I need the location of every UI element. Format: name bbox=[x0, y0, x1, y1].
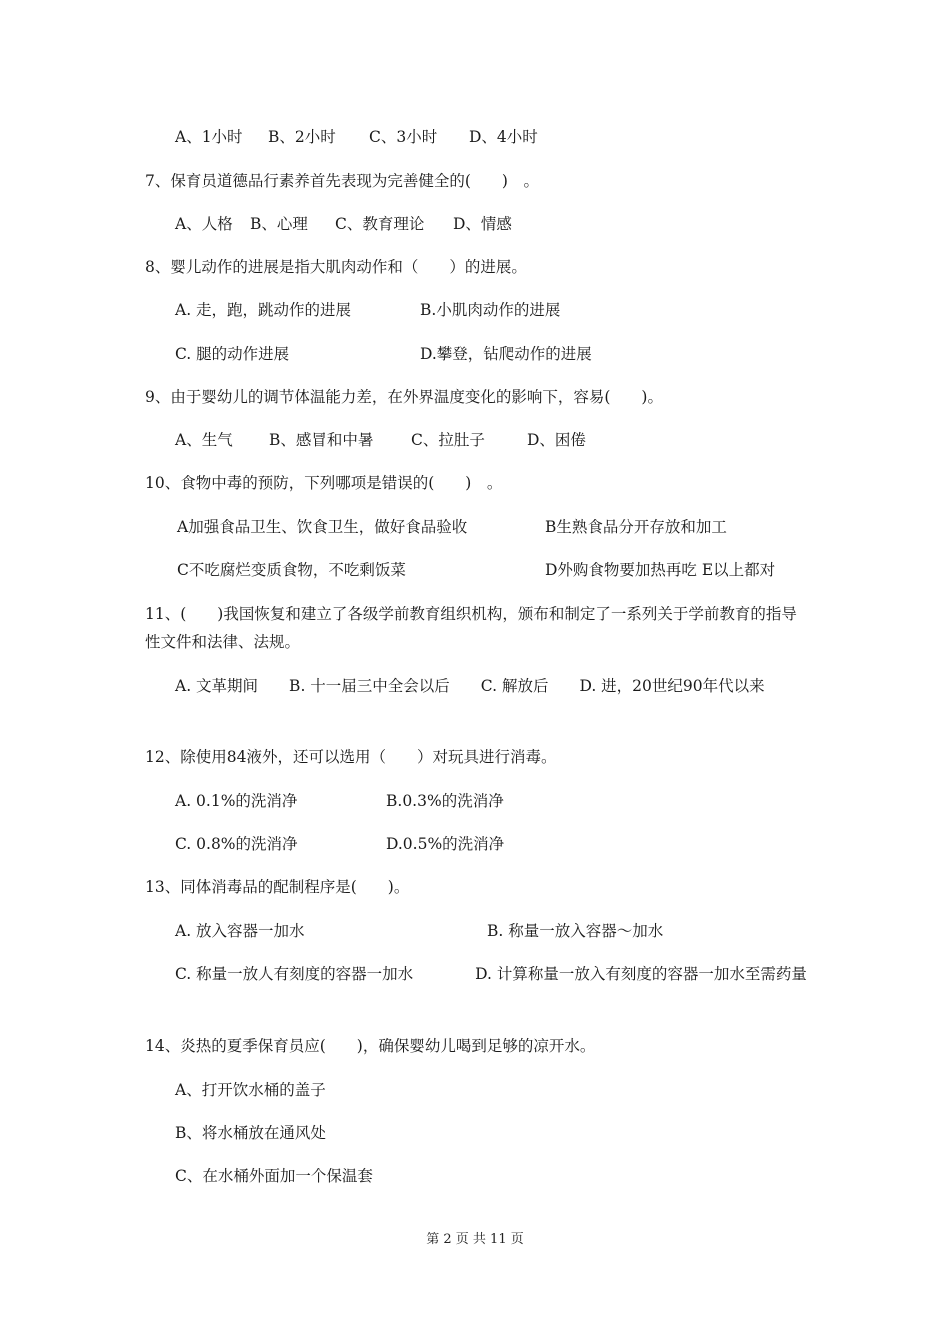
q10-option-a: A加强食品卫生、饮食卫生，做好食品验收 bbox=[177, 518, 468, 536]
q8-option-c: C. 腿的动作进展 bbox=[175, 345, 290, 363]
q13-option-a: A. 放入容器一加水 bbox=[175, 922, 305, 940]
q14-stem: 14、炎热的夏季保育员应( )，确保婴幼儿喝到足够的凉开水。 bbox=[145, 1037, 596, 1055]
q9-option-b: B、感冒和中暑 bbox=[269, 431, 374, 449]
q14-option-b: B、将水桶放在通风处 bbox=[175, 1124, 326, 1142]
q9-option-a: A、生气 bbox=[175, 431, 233, 449]
q9-option-c: C、拉肚子 bbox=[411, 431, 485, 449]
q11-stem: 11、( )我国恢复和建立了各级学前教育组织机构，颁布和制定了一系列关于学前教育的指导性文件和法律、法规。 bbox=[145, 605, 797, 651]
q14-option-c: C、在水桶外面加一个保温套 bbox=[175, 1167, 373, 1185]
q9-option-d: D、困倦 bbox=[527, 431, 586, 449]
q12-option-b: B.0.3%的洗消净 bbox=[386, 792, 504, 810]
q7-option-d: D、情感 bbox=[453, 215, 512, 233]
q10-stem: 10、食物中毒的预防，下列哪项是错误的( ) 。 bbox=[145, 474, 503, 492]
q11-options: A. 文革期间 B. 十一届三中全会以后 C. 解放后 D. 进，20世纪90年代以来 bbox=[175, 677, 765, 695]
q7-option-b: B、心理 bbox=[250, 215, 308, 233]
q8-option-d: D.攀登，钻爬动作的进展 bbox=[420, 345, 592, 363]
q10-option-c: C不吃腐烂变质食物，不吃剩饭菜 bbox=[177, 561, 406, 579]
q12-option-a: A. 0.1%的洗消净 bbox=[175, 792, 298, 810]
q7-option-a: A、人格 bbox=[175, 215, 233, 233]
q12-option-d: D.0.5%的洗消净 bbox=[386, 835, 505, 853]
q7-option-c: C、教育理论 bbox=[335, 215, 425, 233]
q10-option-de: D外购食物要加热再吃 E以上都对 bbox=[545, 561, 776, 579]
q13-option-b: B. 称量一放入容器～加水 bbox=[487, 922, 664, 940]
q6-option-c: C、3小时 bbox=[369, 128, 438, 146]
q6-option-a: A、1小时 bbox=[175, 128, 243, 146]
q13-stem: 13、同体消毒品的配制程序是( )。 bbox=[145, 878, 410, 896]
q8-option-a: A. 走，跑，跳动作的进展 bbox=[175, 301, 352, 319]
q7-stem: 7、保育员道德品行素养首先表现为完善健全的( ) 。 bbox=[145, 172, 539, 190]
q6-option-d: D、4小时 bbox=[469, 128, 538, 146]
q12-option-c: C. 0.8%的洗消净 bbox=[175, 835, 298, 853]
q6-option-b: B、2小时 bbox=[268, 128, 336, 146]
q10-option-b: B生熟食品分开存放和加工 bbox=[545, 518, 727, 536]
q8-stem: 8、婴儿动作的进展是指大肌肉动作和（ ）的进展。 bbox=[145, 258, 527, 276]
q8-option-b: B.小肌肉动作的进展 bbox=[420, 301, 561, 319]
q14-option-a: A、打开饮水桶的盖子 bbox=[175, 1081, 326, 1099]
page-footer: 第 2 页 共 11 页 bbox=[426, 1232, 524, 1247]
q13-options-cd: C. 称量一放人有刻度的容器一加水 D. 计算称量一放入有刻度的容器一加水至需药量 bbox=[175, 965, 807, 983]
q12-stem: 12、除使用84液外，还可以选用（ ）对玩具进行消毒。 bbox=[145, 748, 557, 766]
q9-stem: 9、由于婴幼儿的调节体温能力差，在外界温度变化的影响下，容易( )。 bbox=[145, 388, 663, 406]
